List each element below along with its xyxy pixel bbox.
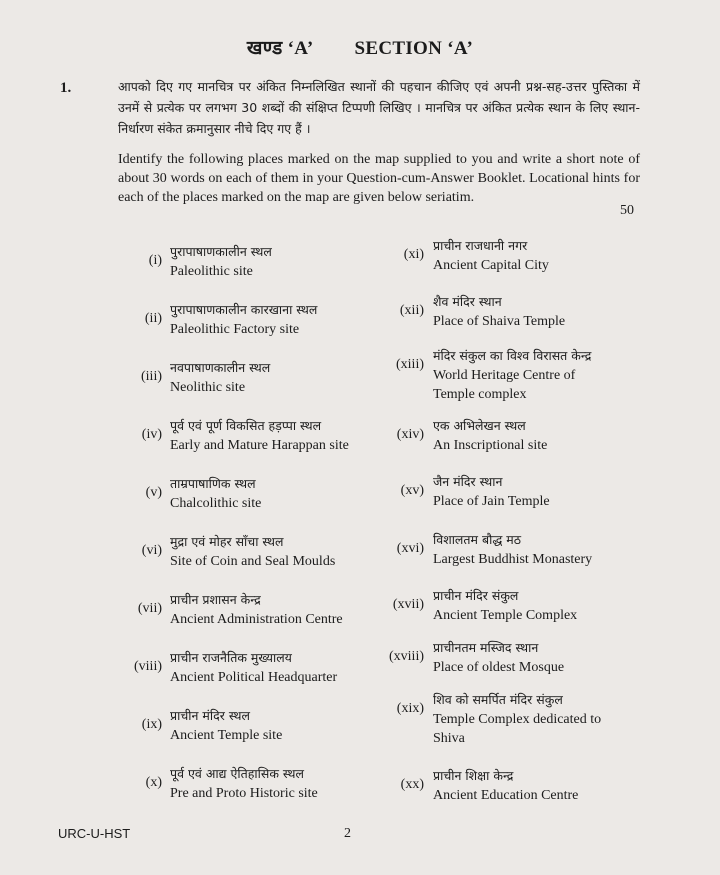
question-number: 1. [60,80,72,96]
question-instruction-hindi: आपको दिए गए मानचित्र पर अंकित निम्नलिखित स्थानों की पहचान कीजिए एवं अपनी प्रश्न-सह-उत्तर पुस्तिका में उनमें से प्रत्येक पर लगभग 30 शब्दों की संक्षिप्त टिप्पणी लिखिए । मानचित्र पर अंकित प्रत्येक स्थान के लिए स्थान-निर्धारण संकेत क्रमानुसार नीचे दिए गए हैं । [118,79,640,136]
item-hindi: जैन मंदिर स्थान [433,474,503,489]
item-text [433,346,591,404]
item-english: Paleolithic Factory site [170,322,300,337]
item-hindi: प्राचीन प्रशासन केन्द्र [170,592,261,607]
item-english: Early and Mature Harappan site [170,438,349,453]
item-number: (xvii) [392,597,424,612]
item-english: Temple complex [433,387,527,402]
item-english: Temple Complex dedicated to [433,712,602,727]
item-text [433,586,577,625]
section-heading-english: SECTION ‘A’ [354,38,474,59]
item-english: Ancient Political Headquarter [170,670,338,685]
item-english: Ancient Temple Complex [433,608,578,623]
item-text [170,590,343,629]
item-hindi: प्राचीन मंदिर स्थल [170,708,250,723]
item-number: (i) [148,253,162,268]
item-number: (vi) [141,543,162,558]
item-english: Ancient Temple site [170,728,283,743]
item-text [170,416,349,455]
item-english: Ancient Capital City [433,258,549,273]
item-hindi: शिव को समर्पित मंदिर संकुल [433,692,563,707]
question-instruction-english: Identify the following places marked on the map supplied to you and write a short note of about 30 words on each of them in your Question-cum-Answer Booklet. Locational hints for each of the places marked on the map are given below seriatim. [118,152,640,205]
item-text [433,766,578,805]
item-english: Chalcolithic site [170,496,262,511]
item-number: (vii) [137,601,162,616]
item-text [433,472,550,511]
item-number: (xvi) [396,541,424,556]
item-hindi: पुरापाषाणकालीन स्थल [170,244,272,259]
section-heading-hindi: खण्ड ‘A’ [246,38,314,59]
item-english: Paleolithic site [170,264,253,279]
item-hindi: मंदिर संकुल का विश्व विरासत केन्द्र [433,348,592,363]
item-hindi: एक अभिलेखन स्थल [433,418,526,433]
item-text [170,648,337,687]
item-text [170,242,272,281]
section-heading [0,34,720,60]
item-hindi: प्राचीन राजधानी नगर [433,238,528,253]
item-english: Place of Shaiva Temple [433,314,566,329]
item-text [170,764,318,803]
item-number: (xx) [400,777,424,792]
item-english: Neolithic site [170,380,246,395]
item-hindi: पूर्व एवं पूर्ण विकसित हड़प्पा स्थल [170,418,322,433]
item-number: (viii) [134,659,162,674]
item-hindi: प्राचीन शिक्षा केन्द्र [433,768,514,783]
item-text [170,532,335,571]
item-english: World Heritage Centre of [433,368,576,383]
item-number: (xv) [400,483,424,498]
item-english: Site of Coin and Seal Moulds [170,554,336,569]
item-english: Pre and Proto Historic site [170,786,318,801]
item-english: Ancient Administration Centre [170,612,343,627]
paper-code: URC-U-HST [58,826,131,841]
item-text [433,690,601,748]
item-hindi: मुद्रा एवं मोहर साँचा स्थल [170,534,284,549]
item-number: (xix) [396,701,424,716]
item-number: (iii) [141,369,162,384]
item-text [170,358,270,397]
item-hindi: ताम्रपाषाणिक स्थल [170,476,256,491]
item-number: (xiv) [396,427,424,442]
item-hindi: प्राचीनतम मस्जिद स्थान [433,640,539,655]
item-hindi: पूर्व एवं आद्य ऐतिहासिक स्थल [170,766,304,781]
item-text [170,474,261,513]
item-number: (iv) [141,427,162,442]
item-number: (x) [145,775,162,790]
item-number: (xii) [399,303,424,318]
item-text [433,638,564,677]
item-number: (ii) [144,311,162,326]
item-hindi: प्राचीन राजनैतिक मुख्यालय [170,650,292,665]
item-number: (v) [145,485,162,500]
item-text [433,236,549,275]
item-text [433,530,592,569]
item-number: (ix) [141,717,162,732]
item-number: (xi) [403,247,424,262]
item-english: Shiva [433,731,465,746]
item-english: Largest Buddhist Monastery [433,552,593,567]
item-text [433,416,547,455]
item-number: (xviii) [389,649,424,664]
item-text [170,706,282,745]
item-number: (xiii) [396,357,424,372]
item-english: Place of oldest Mosque [433,660,565,675]
item-text [433,292,565,331]
item-hindi: विशालतम बौद्ध मठ [433,532,522,547]
item-english: An Inscriptional site [433,438,548,453]
item-hindi: प्राचीन मंदिर संकुल [433,588,519,603]
page-number: 2 [344,826,351,841]
item-hindi: शैव मंदिर स्थान [433,294,502,309]
item-hindi: पुरापाषाणकालीन कारखाना स्थल [170,302,318,317]
item-english: Place of Jain Temple [433,494,550,509]
item-english: Ancient Education Centre [433,788,579,803]
question-marks: 50 [620,203,634,218]
item-hindi: नवपाषाणकालीन स्थल [170,360,271,375]
item-text [170,300,317,339]
